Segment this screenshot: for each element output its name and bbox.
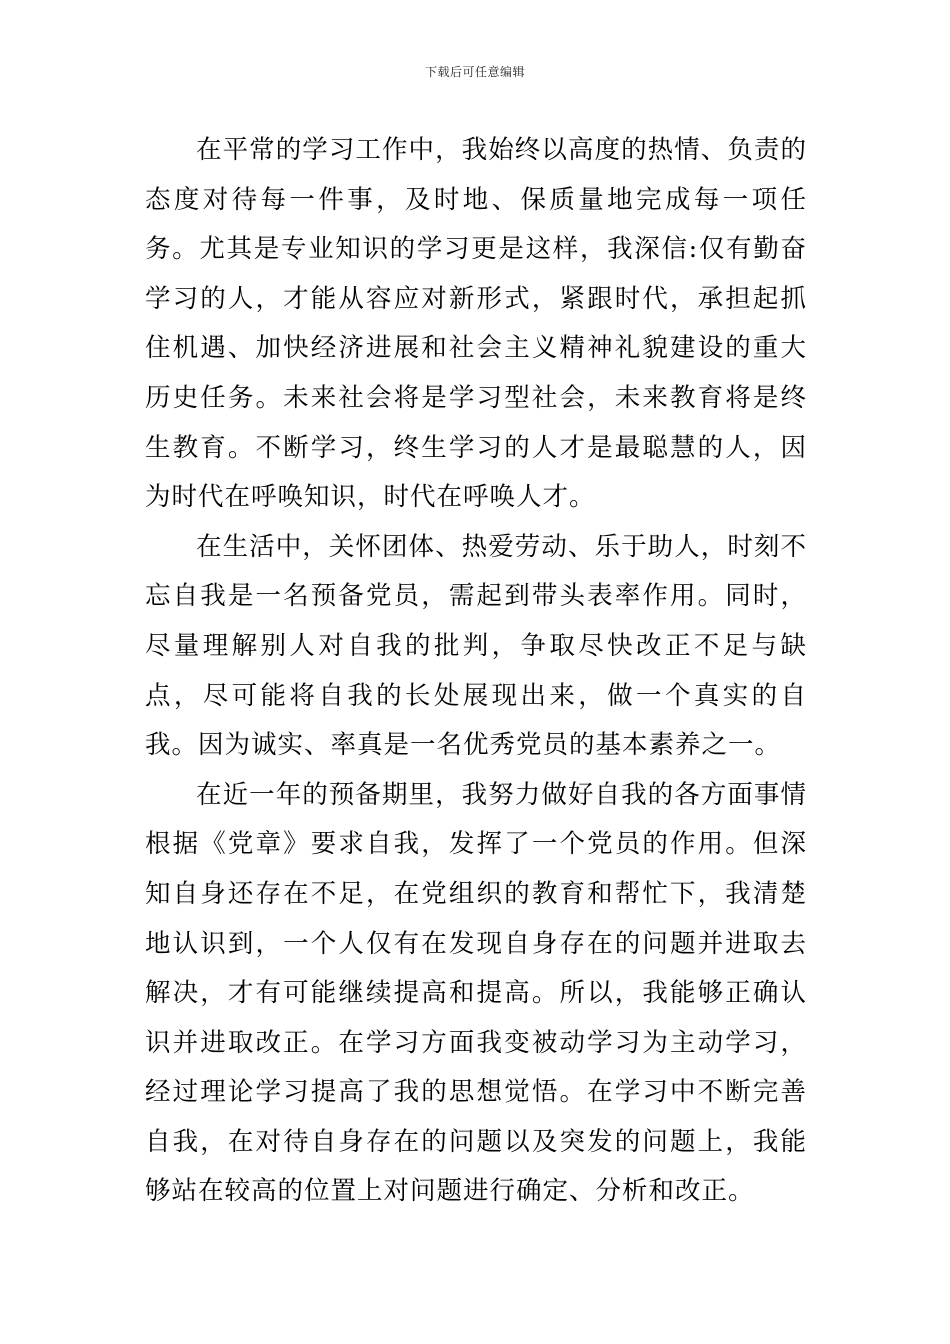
paragraph-daily-life: 在生活中，关怀团体、热爱劳动、乐于助人，时刻不忘自我是一名预备党员，需起到带头表率作用。同时，尽量理解别人对自我的批判，争取尽快改正不足与缺点，尽可能将自我的长处展现出来，做一个真实的自我。因为诚实、率真是一名优秀党员的基本素养之一。 [145,531,807,761]
document-body [145,126,807,1217]
paragraph-probation-period: 在近一年的预备期里，我努力做好自我的各方面事情根据《党章》要求自我，发挥了一个党员的作用。但深知自身还存在不足，在党组织的教育和帮忙下，我清楚地认识到，一个人仅有在发现自身存在的问题并进取去解决，才有可能继续提高和提高。所以，我能够正确认识并进取改正。在学习方面我变被动学习为主动学习，经过理论学习提高了我的思想觉悟。在学习中不断完善自我，在对待自身存在的问题以及突发的问题上，我能够站在较高的位置上对问题进行确定、分析和改正。 [145,779,807,1207]
paragraph-study-work: 在平常的学习工作中，我始终以高度的热情、负责的态度对待每一件事，及时地、保质量地完成每一项任务。尤其是专业知识的学习更是这样，我深信:仅有勤奋学习的人，才能从容应对新形式，紧跟时代，承担起抓住机遇、加快经济进展和社会主义精神礼貌建设的重大历史任务。未来社会将是学习型社会，未来教育将是终生教育。不断学习，终生学习的人才是最聪慧的人，因为时代在呼唤知识，时代在呼唤人才。 [145,135,807,513]
page-header: 下载后可任意编辑 [424,65,525,79]
